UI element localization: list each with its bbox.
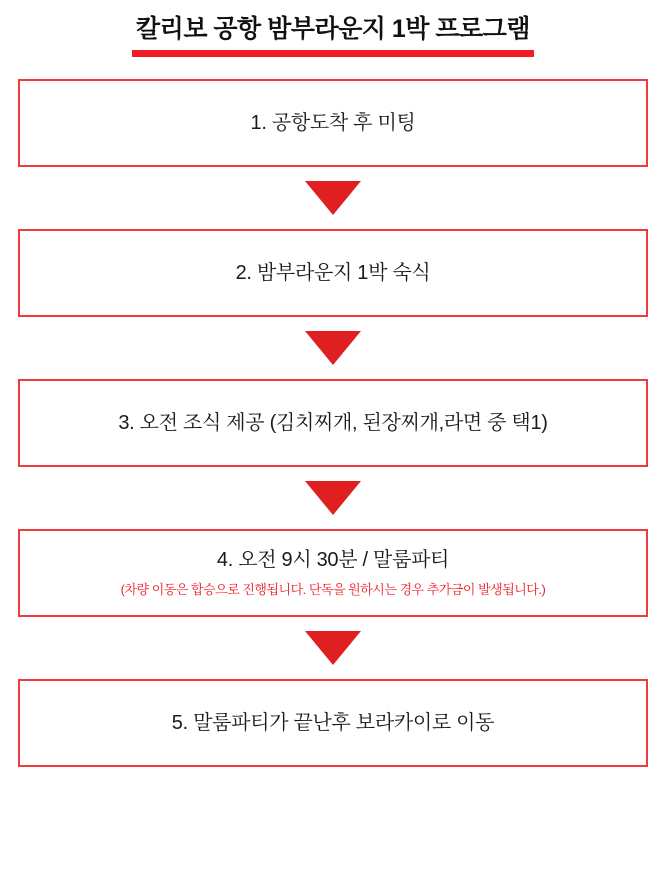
step-label-5: 5. 말룸파티가 끝난후 보라카이로 이동	[171, 711, 495, 734]
triangle-down-icon	[305, 631, 361, 665]
triangle-down-icon	[305, 481, 361, 515]
step-box-4	[18, 529, 648, 617]
title-section	[0, 0, 666, 57]
triangle-down-icon	[305, 331, 361, 365]
step-label-1: 1. 공항도착 후 미팅	[250, 111, 416, 134]
step-box-5	[18, 679, 648, 767]
flow-connector-3	[18, 467, 648, 529]
step-label-3: 3. 오전 조식 제공 (김치찌개, 된장찌개,라면 중 택1)	[118, 411, 548, 434]
flow-connector-4	[18, 617, 648, 679]
flow-connector-1	[18, 167, 648, 229]
step-label-4: 4. 오전 9시 30분 / 말룸파티	[216, 549, 450, 572]
step-label-2: 2. 밤부라운지 1박 숙식	[235, 261, 431, 284]
step-box-3	[18, 379, 648, 467]
step-box-2	[18, 229, 648, 317]
step-note-4: (차량 이동은 합승으로 진행됩니다. 단독을 원하시는 경우 추가금이 발생됩니다.)	[120, 582, 546, 598]
step-box-1	[18, 79, 648, 167]
flow-connector-2	[18, 317, 648, 379]
page-title: 칼리보 공항 밤부라운지 1박 프로그램	[132, 14, 534, 57]
flow-diagram	[0, 79, 666, 767]
triangle-down-icon	[305, 181, 361, 215]
